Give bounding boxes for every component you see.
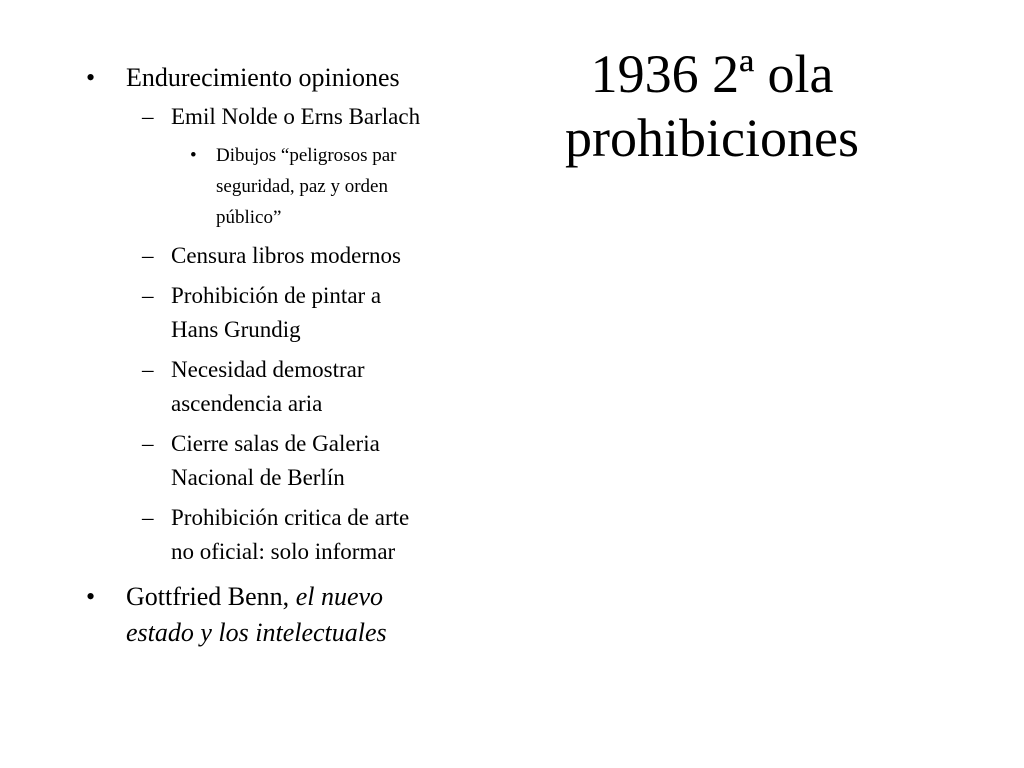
sub-item-text-line-2: no oficial: solo informar [171,539,396,564]
title-line-2: prohibiciones [565,108,859,168]
bullet-text-italic-2: estado y los intelectuales [126,618,387,647]
slide-body [86,60,496,655]
sub-item-critica [86,501,496,569]
sub-item-text: Censura libros modernos [171,243,401,268]
slide-title [512,42,912,170]
sub-item-text: Emil Nolde o Erns Barlach [171,104,421,129]
sub-item-text-line-1: Cierre salas de Galeria [171,431,380,456]
bullet-item-benn [86,579,496,651]
sub-item-text-line-2: Hans Grundig [171,317,301,342]
dash-icon: – [142,283,154,308]
sub-item-text-line-2: ascendencia aria [171,391,323,416]
bullet-text-italic-1: el nuevo [295,582,384,611]
bullet-dot-icon: • [190,145,197,166]
sub-item-grundig [86,279,496,347]
bullet-text-plain: Gottfried Benn, [126,582,296,611]
bullet-item-endurecimiento [86,60,496,96]
sub-item-galeria [86,427,496,495]
dash-icon: – [142,357,154,382]
dash-icon: – [142,243,154,268]
bullet-dot-icon: • [86,582,96,611]
dash-icon: – [142,431,154,456]
sub-item-text-line-2: Nacional de Berlín [171,465,345,490]
sub-item-text-line-1: Prohibición de pintar a [171,283,382,308]
sub-item-text-line-1: Necesidad demostrar [171,357,365,382]
dash-icon: – [142,505,154,530]
sub-sub-item-text-line-1: Dibujos “peligrosos par [216,145,397,166]
sub-item-nolde-barlach [86,100,496,134]
sub-sub-item-text-line-3: público” [216,207,282,228]
bullet-dot-icon: • [86,63,96,92]
title-line-1: 1936 2ª ola [590,44,834,104]
sub-sub-item-text-line-2: seguridad, paz y orden [216,176,388,197]
sub-item-censura [86,239,496,273]
sub-item-ascendencia [86,353,496,421]
sub-item-text-line-1: Prohibición critica de arte [171,505,410,530]
dash-icon: – [142,104,154,129]
sub-sub-item-dibujos [86,140,496,233]
bullet-text: Endurecimiento opiniones [126,63,400,92]
